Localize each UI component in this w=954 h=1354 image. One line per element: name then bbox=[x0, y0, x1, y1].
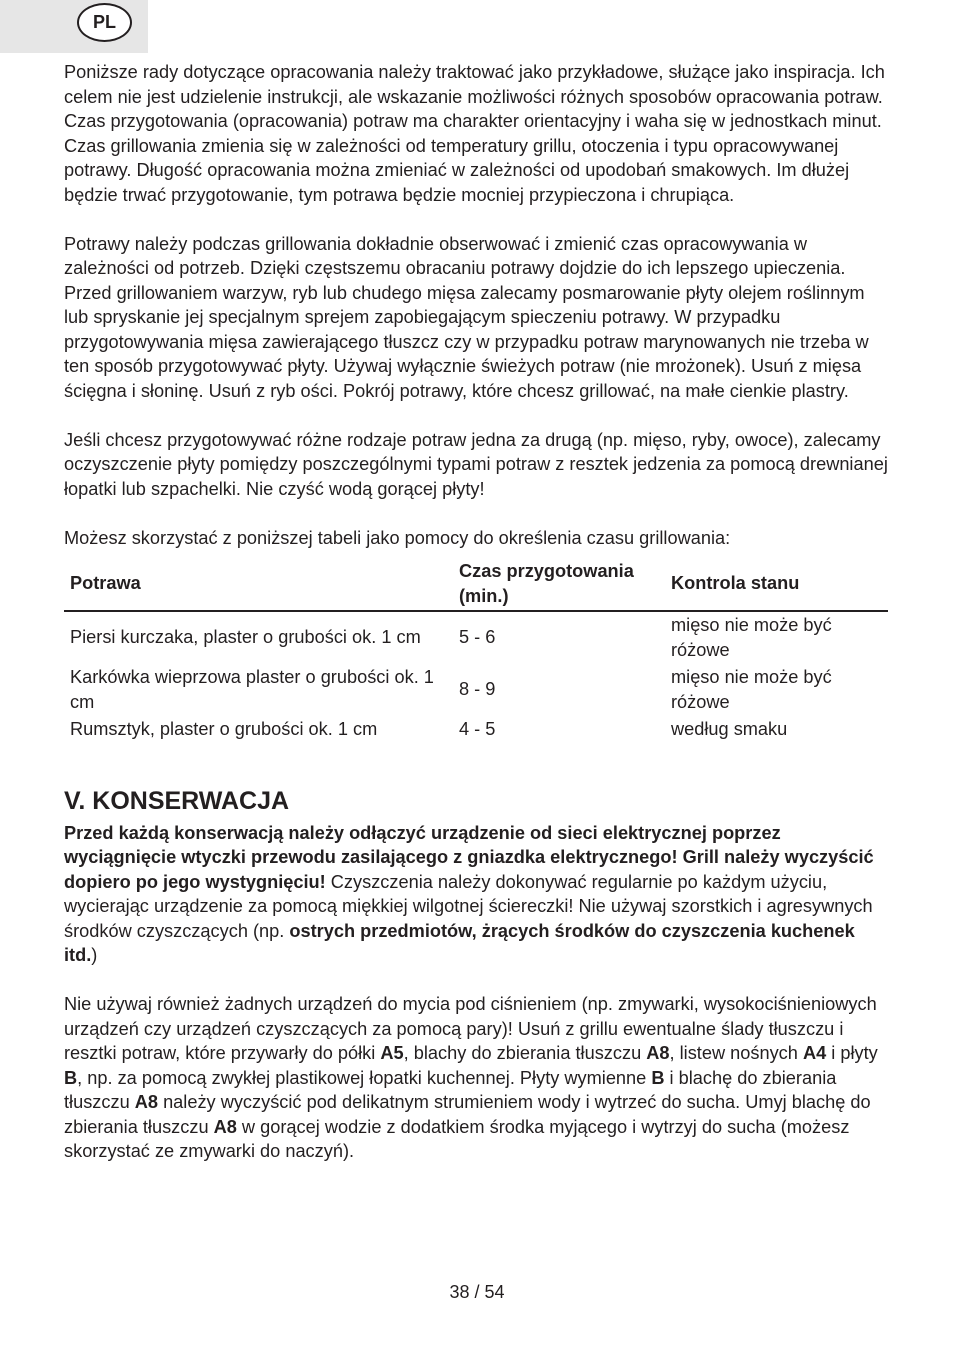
intro-paragraph-3: Jeśli chcesz przygotowywać różne rodzaje potraw jedna za drugą (np. mięso, ryby, owoce), zalecamy oczyszczenie płyty pomiędzy poszczególnymi typami potraw z resztek jedzenia za pomocą drewnianej łopatki lub szpachelki. Nie czyść wodą gorącej płyty! bbox=[64, 429, 888, 499]
maintenance-bold-examples: ostrych przedmiotów, żrących środków do czyszczenia kuchenek itd. bbox=[64, 920, 855, 965]
part-label: A5 bbox=[380, 1043, 404, 1063]
column-header-time: Czas przygotowania (min.) bbox=[459, 561, 634, 606]
section-heading: V. KONSERWACJA bbox=[64, 786, 290, 815]
cell-check: mięso nie może być różowe bbox=[671, 667, 832, 712]
intro-paragraph-1: Poniższe rady dotyczące opracowania należy traktować jako przykładowe, służące jako inspiracja. Ich celem nie jest udzielenie instrukcji, ale wskazanie możliwości różnych sposobów opracowania potraw. Czas przygotowania (opracowania) potraw ma charakter orientacyjny i waha się w jednostkach minut. Czas grillowania zmienia się w zależności od temperatury grillu, otoczenia i typu opracowywanej potrawy. Długość opracowania można zmieniać w zależności od upodobań smakowych. Im dłużej będzie trwać przygotowanie, tym potrawa będzie mocniej przypieczona i chrupiąca. bbox=[64, 62, 885, 205]
text-run: należy wyczyścić pod delikatnym strumieniem wody i wytrzeć do sucha. Umyj blachę do zbierania tłuszczu bbox=[64, 1092, 871, 1137]
part-label: A4 bbox=[802, 1043, 827, 1063]
text-run: i blachę do zbierania tłuszczu bbox=[64, 1067, 837, 1112]
column-header-check: Kontrola stanu bbox=[671, 573, 800, 594]
text-run: i płyty bbox=[826, 1043, 878, 1063]
page-content bbox=[64, 60, 890, 1164]
intro-paragraph-2: Potrawy należy podczas grillowania dokładnie obserwować i zmienić czas opracowywania w zależności od potrzeb. Dzięki częstszemu obracaniu potrawy dojdzie do ich lepszego upieczenia. Przed grillowaniem warzyw, ryb lub chudego mięsa zalecamy posmarowanie płyty olejem roślinnym lub spryskanie jej specjalnym sprejem zapobiegającym spieczeniu potrawy. W przypadku przygotowywania mięsa zawierającego tłuszcz czy w przypadku potraw marynowanych nie trzeba w ten sposób przygotowywać płyty. Używaj wyłącznie świeżych potraw (nie mrożonek). Usuń z mięsa ścięgna i słoninę. Usuń z ryb ości. Pokrój potrawy, które chcesz grillować, na małe cienkie plastry. bbox=[64, 233, 869, 401]
column-header-dish: Potrawa bbox=[70, 573, 141, 594]
maintenance-paragraph-2 bbox=[64, 992, 890, 1164]
cell-time: 8 - 9 bbox=[459, 679, 496, 700]
maintenance-text: Czyszczenia należy dokonywać regularnie po każdym użyciu, wycierając urządzenie za pomocą miękkiej wilgotnej ściereczki! Nie używaj szorstkich i agresywnych środków czyszczących (np. bbox=[64, 871, 873, 941]
language-tab bbox=[0, 0, 148, 53]
part-label: A8 bbox=[646, 1043, 670, 1063]
maintenance-text-end: ) bbox=[91, 945, 98, 965]
text-run: w gorącej wodzie z dodatkiem środka myjącego i wytrzyj do sucha (możesz skorzystać ze zmywarki do naczyń). bbox=[64, 1116, 850, 1161]
text-run: Nie używaj również żadnych urządzeń do mycia pod ciśnieniem (np. zmywarki, wysokociśnieniowych urządzeń czy urządzeń czyszczących za pomocą pary)! Usuń z grillu ewentualne ślady tłuszczu i resztki potraw, które przywarły do półki bbox=[64, 994, 877, 1063]
cell-check: mięso nie może być różowe bbox=[671, 615, 832, 660]
cell-dish: Karkówka wieprzowa plaster o grubości ok. 1 cm bbox=[70, 667, 434, 712]
text-run: , np. za pomocą zwykłej plastikowej łopatki kuchennej. Płyty wymienne bbox=[77, 1067, 652, 1088]
part-label: A8 bbox=[134, 1092, 159, 1112]
maintenance-warning: Przed każdą konserwacją należy odłączyć urządzenie od sieci elektrycznej poprzez wyciągnięcie wtyczki przewodu zasilającego z gniazdka elektrycznego! Grill należy wyczyścić dopiero po jego wystygnięciu! bbox=[64, 822, 874, 892]
part-label: A8 bbox=[213, 1116, 237, 1137]
table-row bbox=[64, 664, 888, 716]
cell-time: 5 - 6 bbox=[459, 627, 496, 648]
cell-dish: Rumsztyk, plaster o grubości ok. 1 cm bbox=[70, 719, 378, 739]
part-label: B bbox=[651, 1067, 665, 1088]
cell-time: 4 - 5 bbox=[459, 719, 496, 739]
table-header-row bbox=[64, 557, 888, 611]
table-row bbox=[64, 611, 888, 664]
table-row bbox=[64, 716, 888, 744]
page-number: 38 / 54 bbox=[449, 1282, 505, 1302]
part-label: B bbox=[64, 1067, 78, 1088]
cell-dish: Piersi kurczaka, plaster o grubości ok. 1 cm bbox=[70, 627, 421, 648]
cell-check: według smaku bbox=[671, 719, 788, 739]
language-badge: PL bbox=[77, 3, 132, 42]
grilling-time-table bbox=[64, 557, 888, 744]
text-run: , listew nośnych bbox=[669, 1043, 803, 1063]
table-intro: Możesz skorzystać z poniższej tabeli jako pomocy do określenia czasu grillowania: bbox=[64, 527, 731, 548]
text-run: , blachy do zbierania tłuszczu bbox=[403, 1043, 647, 1063]
maintenance-paragraph-1 bbox=[64, 821, 890, 968]
